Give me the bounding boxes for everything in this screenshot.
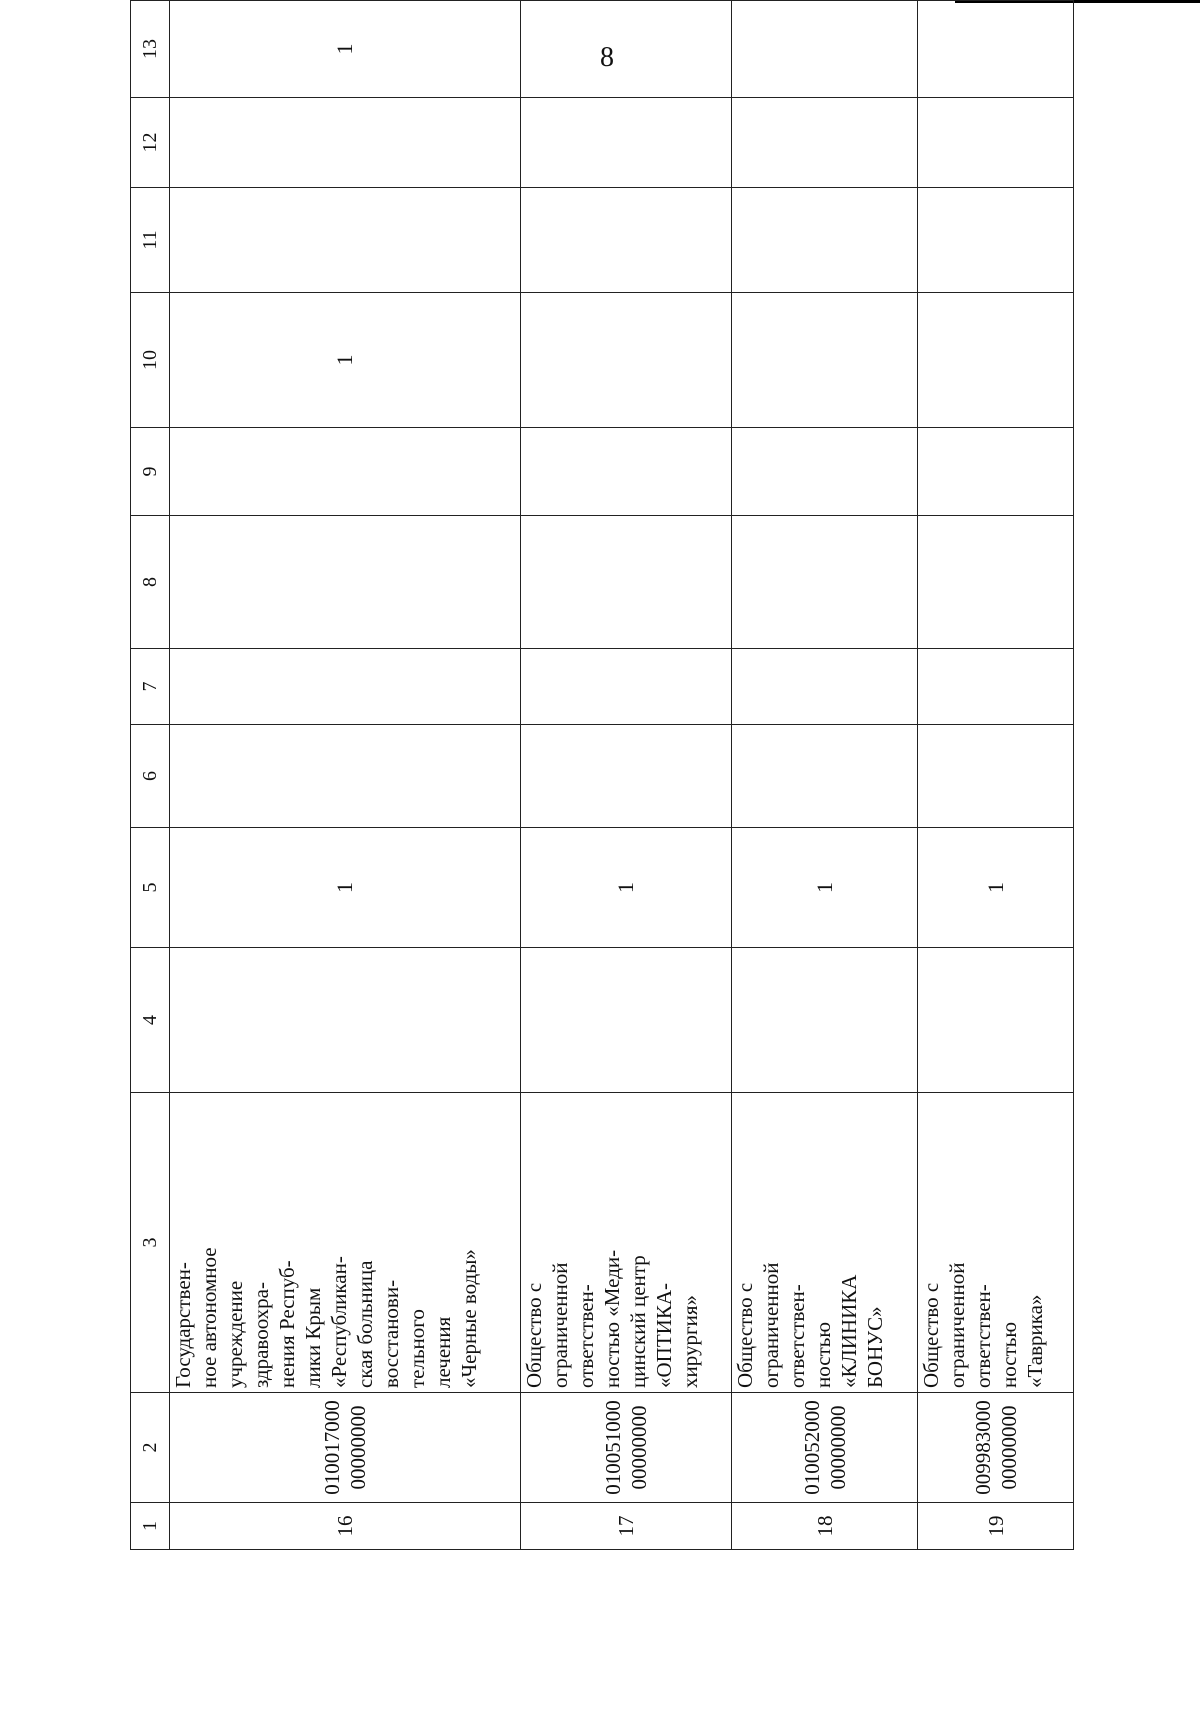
cell-col-12 bbox=[918, 98, 1074, 188]
table-row bbox=[918, 1, 1074, 1550]
header-col-9: 9 bbox=[131, 428, 170, 516]
row-number: 19 bbox=[918, 1503, 1074, 1550]
row-number: 17 bbox=[521, 1503, 732, 1550]
org-code-line-1: 010051000 bbox=[601, 1400, 625, 1495]
cell-col-12 bbox=[521, 98, 732, 188]
header-col-10: 10 bbox=[131, 293, 170, 428]
header-col-4: 4 bbox=[131, 948, 170, 1093]
cell-col-6 bbox=[521, 725, 732, 828]
cell-col-13 bbox=[918, 1, 1074, 98]
cell-col-10 bbox=[521, 293, 732, 428]
cell-col-8 bbox=[170, 516, 521, 649]
cell-col-8 bbox=[918, 516, 1074, 649]
cell-col-7 bbox=[732, 649, 918, 725]
header-col-8: 8 bbox=[131, 516, 170, 649]
org-code-line-2: 00000000 bbox=[346, 1405, 370, 1490]
cell-col-6 bbox=[170, 725, 521, 828]
cell-col-10 bbox=[732, 293, 918, 428]
org-code bbox=[918, 1393, 1074, 1503]
header-col-2: 2 bbox=[131, 1393, 170, 1503]
cell-col-13 bbox=[521, 1, 732, 98]
cell-col-8 bbox=[521, 516, 732, 649]
cell-col-10 bbox=[918, 293, 1074, 428]
table-header-row bbox=[131, 1, 170, 1550]
org-code-line-1: 009983000 bbox=[970, 1400, 995, 1495]
cell-col-9 bbox=[918, 428, 1074, 516]
cell-col-13: 1 bbox=[170, 1, 521, 98]
cell-col-11 bbox=[170, 188, 521, 293]
org-code-line-2: 00000000 bbox=[996, 1405, 1021, 1490]
cell-col-4 bbox=[521, 948, 732, 1093]
cell-col-4 bbox=[732, 948, 918, 1093]
org-code bbox=[170, 1393, 521, 1503]
rotated-table-wrapper bbox=[130, 39, 1070, 1550]
org-code-line-2: 00000000 bbox=[825, 1405, 850, 1490]
cell-col-12 bbox=[170, 98, 521, 188]
table-row bbox=[170, 1, 521, 1550]
cell-col-7 bbox=[170, 649, 521, 725]
header-col-11: 11 bbox=[131, 188, 170, 293]
org-code-line-2: 00000000 bbox=[627, 1405, 651, 1490]
cell-col-5: 1 bbox=[918, 828, 1074, 948]
header-col-12: 12 bbox=[131, 98, 170, 188]
cell-col-11 bbox=[521, 188, 732, 293]
cell-col-9 bbox=[732, 428, 918, 516]
cell-col-10: 1 bbox=[170, 293, 521, 428]
page-number: 8 bbox=[600, 42, 614, 73]
cell-col-4 bbox=[918, 948, 1074, 1093]
cell-col-5: 1 bbox=[521, 828, 732, 948]
org-code bbox=[732, 1393, 918, 1503]
header-col-13: 13 bbox=[131, 1, 170, 98]
header-col-1: 1 bbox=[131, 1503, 170, 1550]
header-col-6: 6 bbox=[131, 725, 170, 828]
org-name: Общество с ограниченной ответствен- ностью «Таврика» bbox=[918, 1093, 1074, 1393]
row-number: 16 bbox=[170, 1503, 521, 1550]
cell-col-7 bbox=[521, 649, 732, 725]
table-row bbox=[732, 1, 918, 1550]
cell-col-13 bbox=[732, 1, 918, 98]
table-row bbox=[521, 1, 732, 1550]
cell-col-12 bbox=[732, 98, 918, 188]
cell-col-11 bbox=[732, 188, 918, 293]
org-name: Общество с ограниченной ответствен- ностью «Меди- цинский центр «ОПТИКА- хирургия» bbox=[521, 1093, 732, 1393]
header-col-7: 7 bbox=[131, 649, 170, 725]
cell-col-6 bbox=[918, 725, 1074, 828]
registry-table bbox=[130, 0, 1074, 1550]
org-code-line-1: 010017000 bbox=[320, 1400, 344, 1495]
cell-col-5: 1 bbox=[170, 828, 521, 948]
org-name: Общество с ограниченной ответствен- ностью «КЛИНИКА БОНУС» bbox=[732, 1093, 918, 1393]
header-col-3: 3 bbox=[131, 1093, 170, 1393]
cell-col-5: 1 bbox=[732, 828, 918, 948]
cell-col-11 bbox=[918, 188, 1074, 293]
cell-col-9 bbox=[521, 428, 732, 516]
org-name: Государствен- ное автономное учреждение здравоохра- нения Респуб- лики Крым «Республикан- ская больница восстанови- тельного лечения «Черные воды» bbox=[170, 1093, 521, 1393]
org-code bbox=[521, 1393, 732, 1503]
header-col-5: 5 bbox=[131, 828, 170, 948]
cell-col-4 bbox=[170, 948, 521, 1093]
cell-col-6 bbox=[732, 725, 918, 828]
row-number: 18 bbox=[732, 1503, 918, 1550]
cell-col-7 bbox=[918, 649, 1074, 725]
cell-col-8 bbox=[732, 516, 918, 649]
cell-col-9 bbox=[170, 428, 521, 516]
org-code-line-1: 010052000 bbox=[799, 1400, 824, 1495]
